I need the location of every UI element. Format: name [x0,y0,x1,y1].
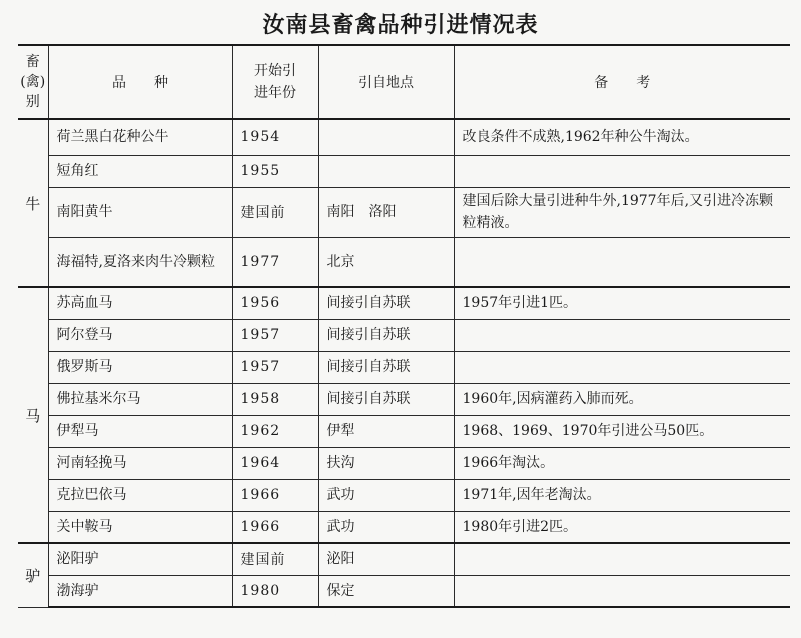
origin-cell: 扶沟 [318,447,454,479]
remark-cell [454,351,790,383]
breed-cell: 俄罗斯马 [48,351,232,383]
origin-cell: 武功 [318,511,454,543]
remark-cell: 1971年,因年老淘汰。 [454,479,790,511]
year-cell: 1957 [232,351,318,383]
header-category [18,45,48,119]
year-cell: 建国前 [232,543,318,575]
table-row [18,319,790,351]
remark-cell: 1980年引进2匹。 [454,511,790,543]
breed-cell: 渤海驴 [48,575,232,607]
remark-cell: 1966年淘汰。 [454,447,790,479]
year-cell: 1966 [232,511,318,543]
category-cell: 驴 [18,543,48,607]
breed-cell: 克拉巴依马 [48,479,232,511]
table-row [18,287,790,319]
remark-cell: 1957年引进1匹。 [454,287,790,319]
table-row [18,543,790,575]
header-remark: 备 考 [454,45,790,119]
origin-cell: 保定 [318,575,454,607]
breed-cell: 阿尔登马 [48,319,232,351]
breed-cell: 关中鞍马 [48,511,232,543]
remark-cell: 建国后除大量引进种牛外,1977年后,又引进冷冻颗粒精液。 [454,187,790,237]
table-row [18,155,790,187]
table-row [18,447,790,479]
remark-cell [454,575,790,607]
origin-cell: 泌阳 [318,543,454,575]
header-category-line-1: 畜 [25,54,40,70]
breed-cell: 伊犁马 [48,415,232,447]
table-row [18,187,790,237]
header-category-line-2: (禽) [20,74,46,90]
year-cell: 1956 [232,287,318,319]
breed-table [18,44,790,608]
table-row [18,237,790,287]
breed-cell: 海福特,夏洛来肉牛冷颗粒 [48,237,232,287]
header-year-line-2: 进年份 [254,85,296,101]
page-title: 汝南县畜禽品种引进情况表 [262,13,539,38]
table-row [18,415,790,447]
breed-cell: 南阳黄牛 [48,187,232,237]
table-row [18,511,790,543]
remark-cell [454,155,790,187]
origin-cell [318,119,454,155]
breed-cell: 泌阳驴 [48,543,232,575]
year-cell: 1966 [232,479,318,511]
header-year [232,45,318,119]
year-cell: 1964 [232,447,318,479]
origin-cell: 间接引自苏联 [318,383,454,415]
remark-cell: 1960年,因病灌药入肺而死。 [454,383,790,415]
table-row [18,383,790,415]
table-header-row [18,45,790,119]
header-year-line-1: 开始引 [254,63,296,79]
year-cell: 1957 [232,319,318,351]
origin-cell: 武功 [318,479,454,511]
table-row [18,575,790,607]
table-row [18,119,790,155]
origin-cell: 伊犁 [318,415,454,447]
remark-cell: 改良条件不成熟,1962年种公牛淘汰。 [454,119,790,155]
remark-cell [454,237,790,287]
remark-cell [454,543,790,575]
origin-cell: 间接引自苏联 [318,351,454,383]
breed-cell: 河南轻挽马 [48,447,232,479]
year-cell: 1962 [232,415,318,447]
header-origin: 引自地点 [318,45,454,119]
year-cell: 1980 [232,575,318,607]
year-cell: 1955 [232,155,318,187]
year-cell: 1958 [232,383,318,415]
remark-cell: 1968、1969、1970年引进公马50匹。 [454,415,790,447]
origin-cell: 间接引自苏联 [318,319,454,351]
breed-cell: 荷兰黑白花种公牛 [48,119,232,155]
header-breed: 品 种 [48,45,232,119]
breed-cell: 苏高血马 [48,287,232,319]
header-category-line-3: 别 [25,94,40,110]
origin-cell: 间接引自苏联 [318,287,454,319]
table-row [18,479,790,511]
table-body [18,119,790,607]
category-cell: 牛 [18,119,48,287]
category-cell: 马 [18,287,48,543]
origin-cell [318,155,454,187]
remark-cell [454,319,790,351]
origin-cell: 南阳 洛阳 [318,187,454,237]
year-cell: 1977 [232,237,318,287]
origin-cell: 北京 [318,237,454,287]
table-row [18,351,790,383]
breed-cell: 短角红 [48,155,232,187]
year-cell: 建国前 [232,187,318,237]
breed-cell: 佛拉基米尔马 [48,383,232,415]
year-cell: 1954 [232,119,318,155]
